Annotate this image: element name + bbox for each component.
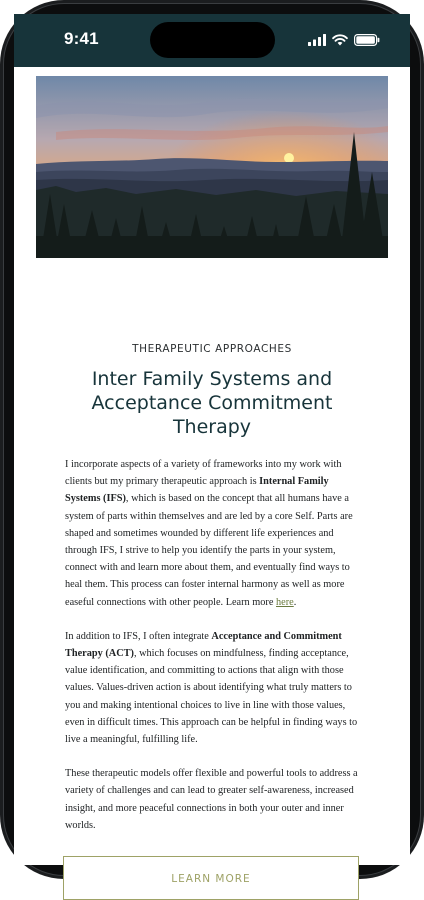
paragraph-ifs-text-3: . [293, 596, 297, 608]
paragraph-ifs [65, 456, 365, 611]
phone-screen [14, 14, 410, 885]
paragraph-act-text-2: , which focuses on mindfulness, finding acceptance, value identification, and committing to actions that align with those values. Values-driven action is about identifying what truly matters to you and making intentional choices to live in line with those values, even in difficult times. This approach can be helpful in finding ways to live a meaningful, fulfilling life. [65, 648, 358, 746]
section-eyebrow: THERAPEUTIC APPROACHES [132, 343, 292, 355]
section-title: Inter Family Systems and Acceptance Commitment Therapy [91, 368, 333, 438]
section-body [65, 456, 365, 851]
paragraph-act [65, 628, 365, 748]
status-icons [308, 33, 380, 47]
cellular-signal-icon [308, 34, 326, 46]
page-content [14, 67, 410, 885]
paragraph-act-text-1: In addition to IFS, I often integrate [65, 630, 212, 642]
paragraph-summary: These therapeutic models offer flexible and powerful tools to address a variety of challenges and can lead to greater self-awareness, increased insight, and more peaceful connections in both your outer and inner worlds. [65, 768, 358, 831]
learn-more-button[interactable]: LEARN MORE [63, 856, 359, 900]
wifi-icon [332, 34, 348, 46]
paragraph-ifs-text-2: , which is based on the concept that all humans have a system of parts within themselves and are led by a core Self. Parts are shaped and sometimes wounded by different life experiences and through IFS, I strive to help you identify the parts in your system, connect with and learn more about them, and eventually find ways to heal them. This process can foster internal harmony as well as more easeful connections with other people. Learn more [65, 493, 353, 608]
paragraph-ifs-bold: Internal Family Systems (IFS) [65, 476, 329, 505]
battery-icon [354, 34, 380, 46]
learn-more-here-link[interactable]: here [276, 596, 294, 608]
paragraph-ifs-text-1: I incorporate aspects of a variety of frameworks into my work with clients but my primary therapeutic approach is [65, 459, 342, 488]
hero-image [36, 76, 388, 258]
paragraph-act-bold: Acceptance and Commitment Therapy (ACT) [65, 630, 342, 660]
dynamic-island [150, 22, 275, 58]
status-time: 9:41 [64, 29, 99, 48]
status-bar [14, 14, 410, 67]
